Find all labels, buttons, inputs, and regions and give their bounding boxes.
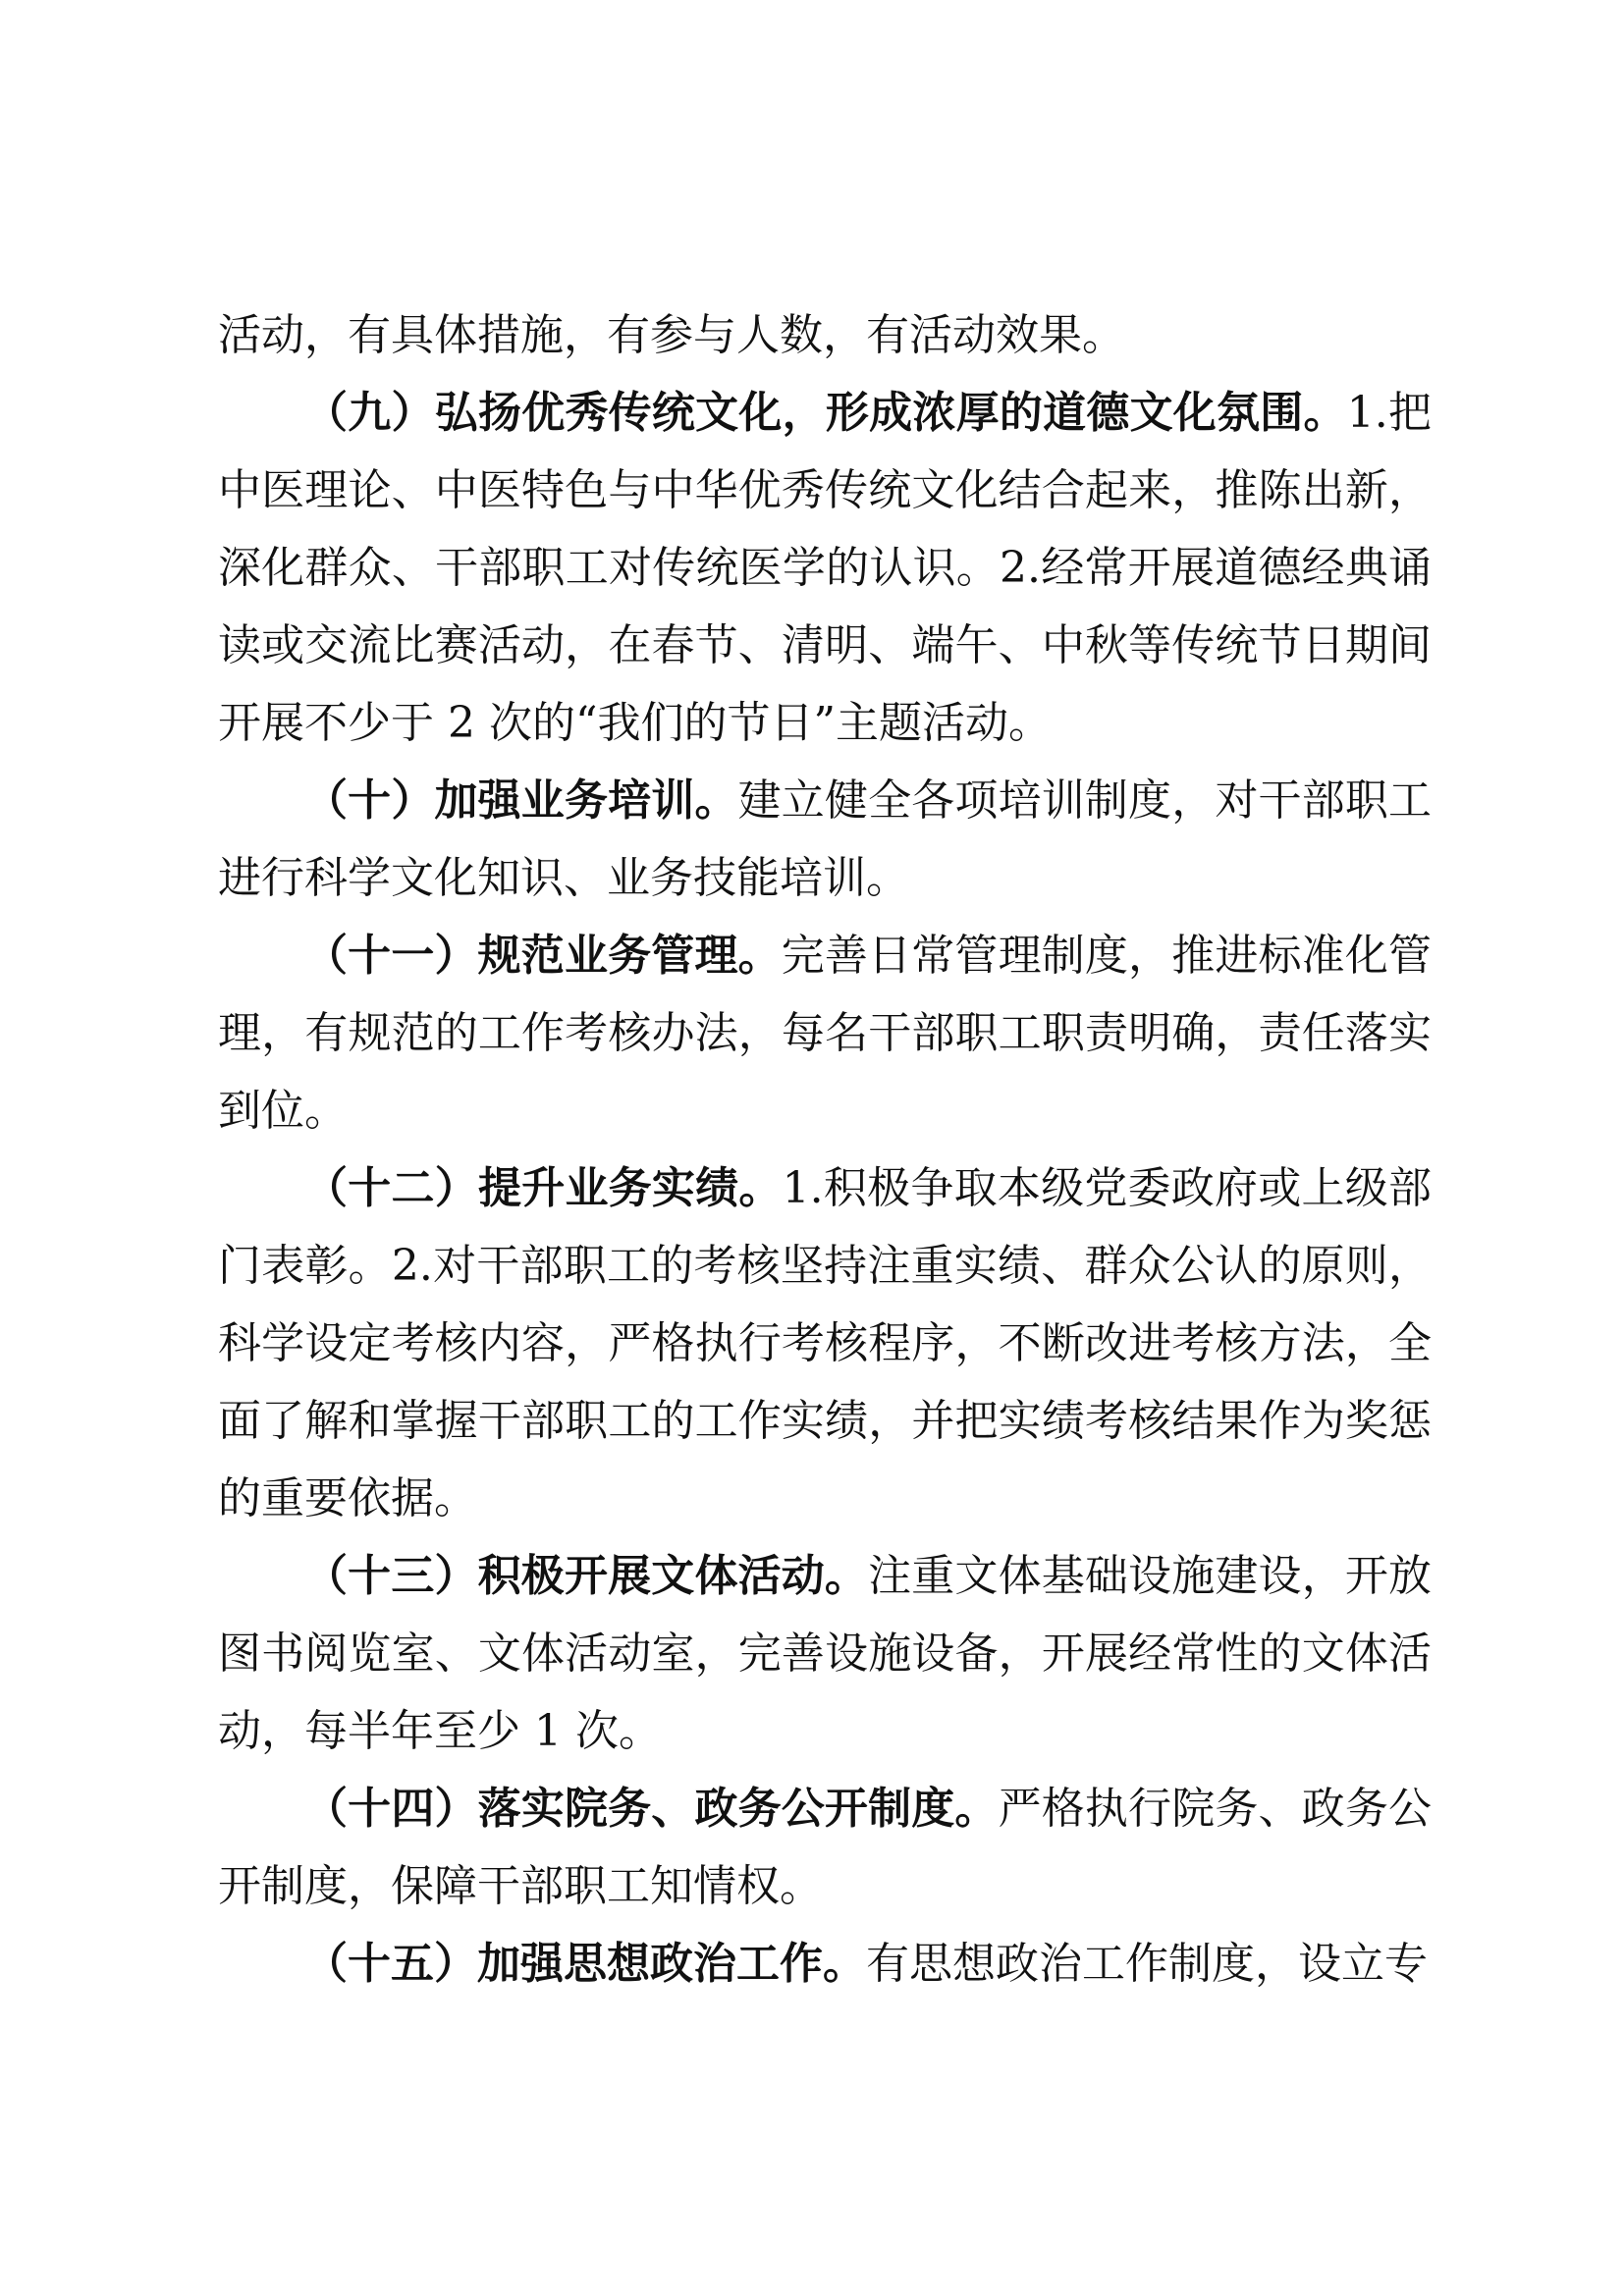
paragraph-text: 严格执行院务、政务公开制度，保障干部职工知情权。 [218, 1784, 1433, 1911]
section-heading: （十）加强业务培训。 [304, 775, 738, 826]
paragraph-section-13 [218, 1537, 1432, 1770]
paragraph-section-15 [218, 1925, 1432, 2002]
section-heading: （十一）规范业务管理。 [304, 931, 782, 981]
paragraph-continuation [218, 296, 1432, 374]
paragraph-section-9 [218, 374, 1432, 762]
document-body [218, 296, 1432, 2002]
paragraph-section-14 [218, 1770, 1432, 1925]
section-heading: （十四）落实院务、政务公开制度。 [304, 1784, 999, 1834]
section-heading: （十二）提升业务实绩。 [304, 1163, 783, 1213]
paragraph-text: 建立健全各项培训制度，对干部职工进行科学文化知识、业务技能培训。 [218, 775, 1433, 903]
section-heading: （十五）加强思想政治工作。 [304, 1939, 866, 1989]
paragraph-text: 1.积极争取本级党委政府或上级部门表彰。2.对干部职工的考核坚持注重实绩、群众公认的原则，科学设定考核内容，严格执行考核程序，不断改进考核方法，全面了解和掌握干部职工的工作实绩，并把实绩考核结果作为奖惩的重要依据。 [218, 1163, 1433, 1523]
section-heading: （十三）积极开展文体活动。 [304, 1551, 869, 1601]
section-heading: （九）弘扬优秀传统文化，形成浓厚的道德文化氛围。 [304, 388, 1347, 438]
paragraph-section-10 [218, 762, 1432, 917]
paragraph-text: 活动，有具体措施，有参与人数，有活动效果。 [218, 310, 1125, 360]
paragraph-text: 1.把中医理论、中医特色与中华优秀传统文化结合起来，推陈出新，深化群众、干部职工对传统医学的认识。2.经常开展道德经典诵读或交流比赛活动，在春节、清明、端午、中秋等传统节日期间开展不少于 2 次的“我们的节日”主题活动。 [218, 388, 1433, 748]
paragraph-text: 有思想政治工作制度，设立专 [866, 1939, 1428, 1989]
paragraph-section-12 [218, 1149, 1432, 1537]
paragraph-section-11 [218, 917, 1432, 1149]
paragraph-text: 完善日常管理制度，推进标准化管理，有规范的工作考核办法，每名干部职工职责明确，责任落实到位。 [218, 931, 1433, 1136]
paragraph-text: 注重文体基础设施建设，开放图书阅览室、文体活动室，完善设施设备，开展经常性的文体活动，每半年至少 1 次。 [218, 1551, 1433, 1756]
